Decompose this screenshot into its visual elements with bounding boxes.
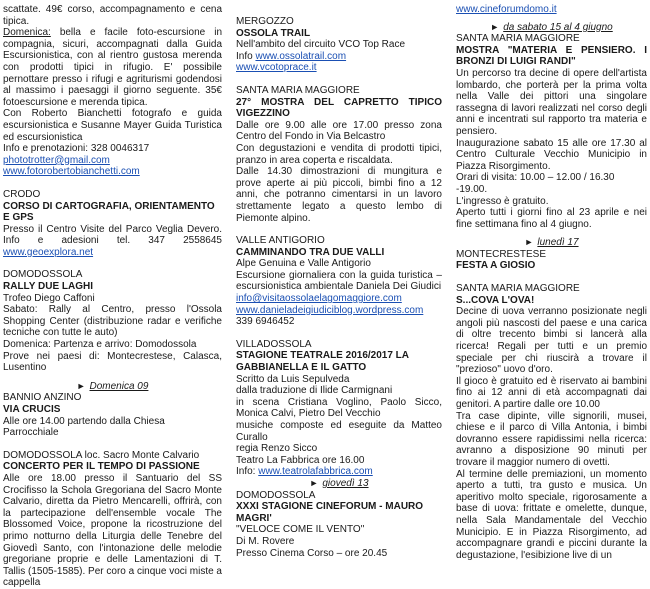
event-line: Sabato: Rally al Centro, presso l'Ossola Shopping Center (distribuzione radar e verifiche tecniche con tutte le auto)	[3, 304, 222, 339]
event-text: Nell'ambito del circuito VCO Top Race	[236, 39, 406, 51]
event-title: RALLY DUE LAGHI	[3, 281, 94, 293]
blog-link[interactable]: www.danieladeigiudiciblog.wordpress.com	[236, 304, 424, 316]
event-location: VILLADOSSOLA	[236, 338, 312, 350]
event-text: Dalle ore 9.00 alle ore 17.00 presso zona Centro del Fondo in Via Belcastro Con degustazioni e vendita di prodotti tipici, pranzo in area coperta e riscaldata. Dalle 14.30 dimostrazioni di mungitura e prove aperte ai più piccoli, bimbi fino a 12 anni, che potranno cimentarsi in un lavoro strettamente legato a questo lembo di Piemonte alpino.	[236, 119, 442, 224]
info-row	[236, 51, 442, 63]
triangle-icon: ►	[309, 477, 319, 488]
domenica-label: Domenica:	[3, 27, 51, 39]
event-title: FESTA A GIOSIO	[456, 260, 536, 272]
event-text	[3, 224, 222, 259]
event-title: CONCERTO PER IL TEMPO DI PASSIONE	[3, 461, 200, 473]
event-text: Scritto da Luis Sepulveda dalla traduzione di Ilide Carmignani in scena Cristiana Voglino, Paolo Sicco, Monica Calvi, Pietro Del Vecchio musiche composte ed eseguite da Matteo Curallo regia Renzo Sicco Teatro La Fabbrica ore 16.00	[236, 373, 442, 466]
date-text: da sabato 15 al 4 giugno	[503, 21, 613, 33]
intro-text: scattate. 49€ corso, accompagnamento e cena tipica.	[3, 4, 222, 27]
cineforum-link[interactable]: www.cineforumdomo.it	[456, 4, 557, 15]
geoexplora-link[interactable]: www.geoexplora.net	[3, 246, 94, 258]
event-title: MOSTRA "MATERIA E PENSIERO. I BRONZI DI LUIGI RANDI"	[456, 44, 647, 68]
triangle-icon: ►	[76, 380, 86, 391]
event-title: S...COVA L'OVA!	[456, 294, 535, 306]
date-heading	[236, 478, 442, 490]
event-location: SANTA MARIA MAGGIORE	[456, 283, 580, 295]
event-text: Alle ore 18.00 presso il Santuario del SS Crocifisso la Schola Gregoriana del Sacro Monte Calvario, diretta da Pietro Mencarelli, offrirà, con la partecipazione dell'ensemble vocale The Blossomed Voice, propone la ricostruzione del primo notturno della Liturgia delle Tenebre del Giovedì Santo, con l'intonazione delle melodie gregoriane proprie e delle Lamentazioni di T. Tallis (1505-1585). Per coro a cinque voci miste a cappella	[3, 472, 222, 589]
event-title: 27° MOSTRA DEL CAPRETTO TIPICO VIGEZZINO	[236, 96, 442, 120]
event-text: Alle ore 14.00 partendo dalla Chiesa Parrocchiale	[3, 415, 165, 439]
column-3	[456, 4, 647, 566]
info-line: Info e prenotazioni: 328 0046317	[3, 143, 150, 155]
date-heading	[456, 237, 647, 249]
triangle-icon: ►	[524, 237, 534, 248]
event-line: Alpe Genuina e Valle Antigorio	[236, 258, 371, 270]
event-text: Decine di uova verranno posizionate negli angoli più nascosti del paese e una carica di oltre trecento bimbi si lancerà alla ricerca! Regali per tutti e un premio speciale per chi riuscirà a trovare il "prezioso" uovo d'oro.	[456, 306, 647, 376]
teatro-link[interactable]: www.teatrolafabbrica.com	[258, 466, 373, 478]
info-label: Info:	[236, 466, 259, 478]
date-text: giovedì 13	[322, 477, 369, 489]
event-line: Prove nei paesi di: Montecrestese, Calasca, Lusentino	[3, 350, 222, 374]
ossolatrail-link[interactable]: www.ossolatrail.com	[255, 50, 347, 62]
event-location: VALLE ANTIGORIO	[236, 235, 325, 247]
event-line: L'ingresso è gratuito.	[456, 195, 549, 207]
event-location: DOMODOSSOLA loc. Sacro Monte Calvario	[3, 449, 200, 461]
event-title: CAMMINANDO TRA DUE VALLI	[236, 246, 385, 258]
domenica-paragraph	[3, 27, 222, 108]
event-title: STAGIONE TEATRALE 2016/2017 LA GABBIANELLA E IL GATTO	[236, 350, 409, 374]
roberto-text: Con Roberto Bianchetti fotografo e guida escursionistica e Susanne Mayer Guida Turistica ed escursionistica	[3, 108, 222, 143]
event-text: Aperto tutti i giorni fino al 23 aprile e nei fine settimana fino al 4 giugno.	[456, 207, 647, 230]
event-text: Tra case dipinte, ville signorili, musei, chiese e il parco di Villa Antonia, i bimbi dovranno essere rapidissimi nella ricerca: avranno a disposizione 90 minuti per trovare il maggior numero di ovetti.	[456, 410, 647, 468]
date-text: lunedì 17	[537, 237, 579, 249]
vcotoprace-link[interactable]: www.vcotoprace.it	[236, 62, 317, 74]
event-line: Di M. Rovere	[236, 535, 295, 547]
event-location: DOMODOSSOLA	[236, 489, 316, 501]
event-text: Inaugurazione sabato 15 alle ore 17.30 al Centro Culturale Vecchio Municipio in Piazza Risorgimento.	[456, 137, 647, 172]
email-link[interactable]: info@visitaossolaelagomaggiore.com	[236, 293, 402, 305]
event-text: Il gioco è gratuito ed è riservato ai bambini fino ai 12 anni di età accompagnati dai genitori. A partire dalle ore 10.00	[456, 375, 647, 410]
column-2	[236, 4, 442, 566]
event-text-main: Presso il Centro Visite del Parco Veglia Devero. Info e adesioni tel. 347 2558645	[3, 223, 222, 247]
event-location: CRODO	[3, 188, 41, 200]
event-line: "VELOCE COME IL VENTO"	[236, 524, 365, 536]
event-line: Orari di visita: 10.00 – 12.00 / 16.30 -19.00.	[456, 172, 615, 195]
date-text: Domenica 09	[89, 380, 149, 392]
event-location: SANTA MARIA MAGGIORE	[456, 33, 580, 45]
event-text: Al termine delle premiazioni, un momento aperto a tutti, tra gusto e musica. Un aperitivo molto speciale, rigorosamente a base di uova: frittate e omelette, dunque, nella Sala Mandamentale del Vecchio Municipio. E in Piazza Risorgimento, ad accompagnare grandi e piccini durante la degustazione, l'esibizione live di un	[456, 468, 647, 561]
event-location: MONTECRESTESE	[456, 248, 547, 260]
event-title: CORSO DI CARTOGRAFIA, ORIENTAMENTO E GPS	[3, 200, 215, 224]
date-heading	[3, 381, 222, 393]
phone-number: 339 6946452	[236, 316, 295, 328]
event-location: MERGOZZO	[236, 16, 294, 27]
info-label: Info	[236, 50, 256, 62]
event-location: DOMODOSSOLA	[3, 269, 83, 281]
event-line: Domenica: Partenza e arrivo: Domodossola	[3, 339, 197, 351]
column-1	[3, 4, 222, 589]
event-title: OSSOLA TRAIL	[236, 27, 311, 39]
event-title: VIA CRUCIS	[3, 404, 61, 415]
email-link[interactable]: phototrotter@gmail.com	[3, 154, 110, 166]
event-title: XXXI STAGIONE CINEFORUM - MAURO MAGRI'	[236, 501, 424, 524]
event-line: Presso Cinema Corso – ore 20.45	[236, 547, 388, 559]
domenica-text: bella e facile foto-escursione in compagnia, sicuri, accompagnati dalla Guida Escursionistica, con al rientro gustosa merenda con prodotti tipici in rifugio. E' possibile pernottare presso i rifugi e agriturismi godendosi al massimo i paesaggi il giorno seguente. 35€ fotoescursione e merenda tipica.	[3, 27, 222, 108]
event-line: Trofeo Diego Caffoni	[3, 292, 95, 304]
triangle-icon: ►	[490, 21, 500, 32]
web-link[interactable]: www.fotorobertobianchetti.com	[3, 166, 140, 178]
info-row	[236, 466, 442, 478]
event-location: SANTA MARIA MAGGIORE	[236, 84, 360, 96]
date-heading	[456, 22, 647, 34]
event-text: Escursione giornaliera con la guida turistica – escursionistica ambientale Daniela Dei Giudici	[236, 269, 442, 293]
event-location: BANNIO ANZINO	[3, 392, 82, 404]
event-text: Un percorso tra decine di opere dell'artista lombardo, che porterà per la prima volta nella Valle dei pittori una singolare rassegna di lavori realizzati nel corso degli anni e incentrati sul rapporto tra materia e pensiero.	[456, 67, 647, 137]
